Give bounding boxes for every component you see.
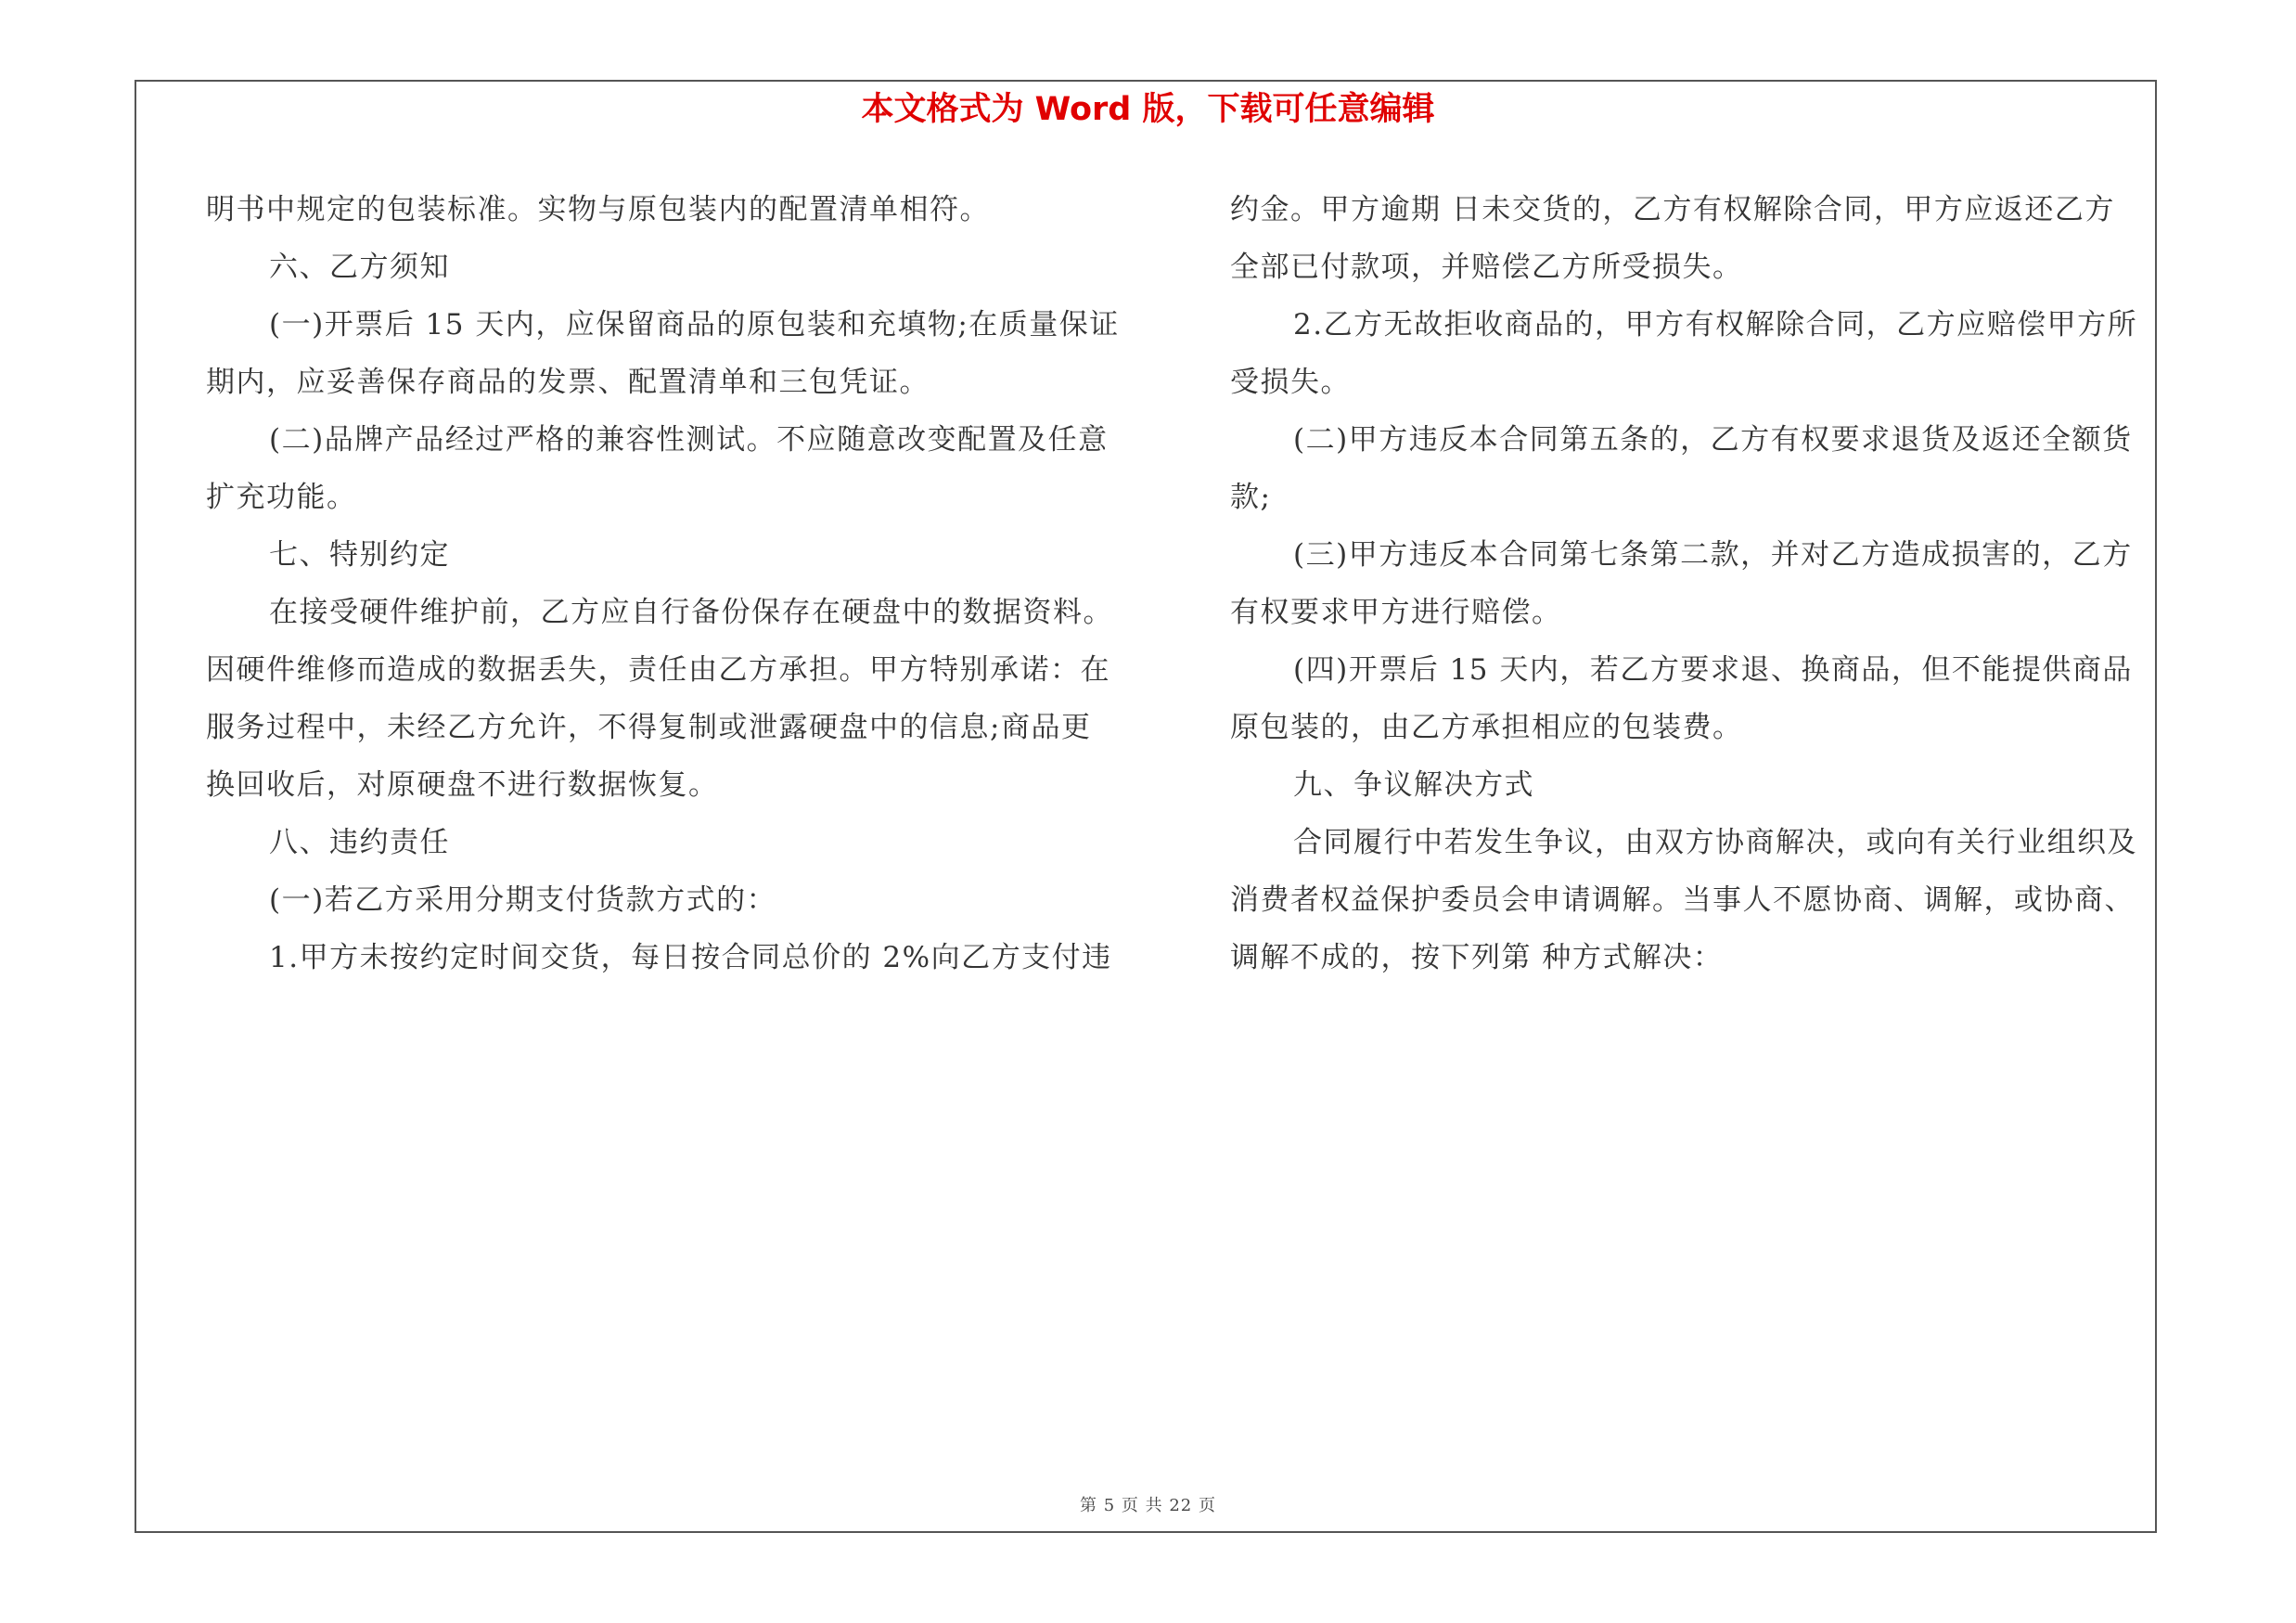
left-column-text-line: 换回收后，对原硬盘不进行数据恢复。 [206,768,719,802]
right-column-text-line: 有权要求甲方进行赔偿。 [1230,596,1562,629]
right-column-text-line: (二)甲方违反本合同第五条的，乙方有权要求退货及返还全额货 [1293,423,2133,457]
right-column-text-line: 约金。甲方逾期 日未交货的，乙方有权解除合同，甲方应返还乙方 [1230,193,2115,226]
right-column-text-line: 原包装的，由乙方承担相应的包装费。 [1230,711,1743,744]
page-number-footer: 第 5 页 共 22 页 [1080,1496,1216,1515]
left-column-text-line: 1.甲方未按约定时间交货，每日按合同总价的 2%向乙方支付违 [269,941,1112,974]
right-column-text-line: (三)甲方违反本合同第七条第二款，并对乙方造成损害的，乙方 [1293,538,2133,572]
right-column-text-line: 款; [1230,481,1272,514]
right-column-text-line: 九、争议解决方式 [1293,768,1534,802]
left-column-text-line: 明书中规定的包装标准。实物与原包装内的配置清单相符。 [206,193,990,226]
right-column-text-line: 全部已付款项，并赔偿乙方所受损失。 [1230,251,1743,284]
left-column-text-line: (一)若乙方采用分期支付货款方式的： [269,883,777,917]
right-column-text-line: 调解不成的，按下列第 种方式解决： [1230,941,1724,974]
right-column-text-line: 受损失。 [1230,366,1351,399]
left-column-text-line: (一)开票后 15 天内，应保留商品的原包装和充填物;在质量保证 [269,308,1120,341]
left-column-text-line: 扩充功能。 [206,481,357,514]
format-banner: 本文格式为 Word 版，下载可任意编辑 [861,91,1435,128]
left-column-text-line: 期内，应妥善保存商品的发票、配置清单和三包凭证。 [206,366,930,399]
left-column-text-line: 八、违约责任 [269,826,450,859]
left-column-text-line: 七、特别约定 [269,538,450,572]
right-column-text-line: 消费者权益保护委员会申请调解。当事人不愿协商、调解，或协商、 [1230,883,2135,917]
left-column-text-line: 在接受硬件维护前，乙方应自行备份保存在硬盘中的数据资料。 [269,596,1113,629]
right-column-text-line: 2.乙方无故拒收商品的，甲方有权解除合同，乙方应赔偿甲方所 [1293,308,2138,341]
right-column-text-line: (四)开票后 15 天内，若乙方要求退、换商品，但不能提供商品 [1293,653,2133,687]
left-column-text-line: 六、乙方须知 [269,251,450,284]
right-column-text-line: 合同履行中若发生争议，由双方协商解决，或向有关行业组织及 [1293,826,2137,859]
left-column-text-line: 因硬件维修而造成的数据丢失，责任由乙方承担。甲方特别承诺：在 [206,653,1110,687]
left-column-text-line: (二)品牌产品经过严格的兼容性测试。不应随意改变配置及任意 [269,423,1109,457]
left-column-text-line: 服务过程中，未经乙方允许，不得复制或泄露硬盘中的信息;商品更 [206,711,1092,744]
